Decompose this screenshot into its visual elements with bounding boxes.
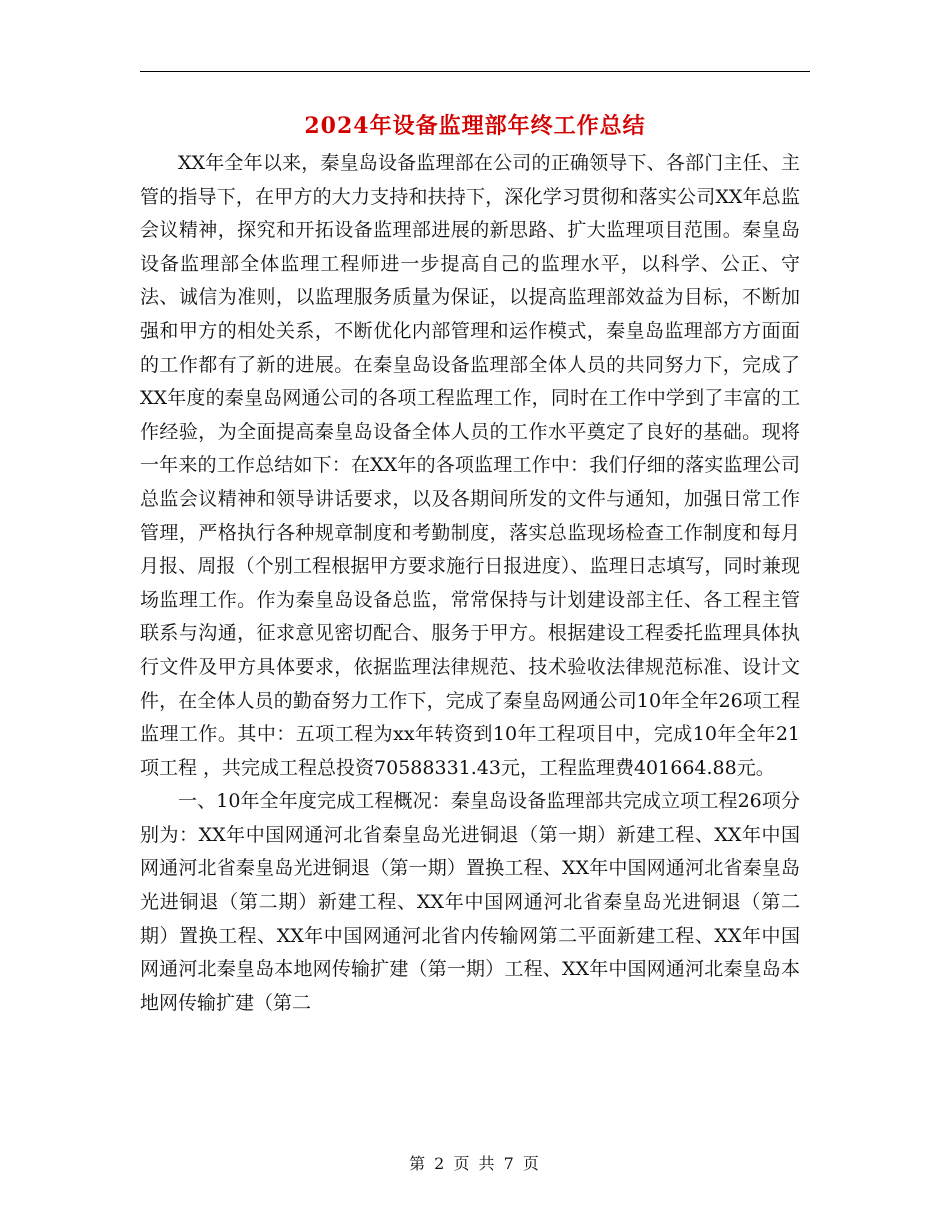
paragraph-section-one: 一、10年全年度完成工程概况：秦皇岛设备监理部共完成立项工程26项分别为：XX年中国网通河北省秦皇岛光进铜退（第一期）新建工程、XX年中国网通河北省秦皇岛光进铜退（第一期）置换工程、XX年中国网通河北省秦皇岛光进铜退（第二期）新建工程、XX年中国网通河北省秦皇岛光进铜退（第二期）置换工程、XX年中国网通河北省内传输网第二平面新建工程、XX年中国网通河北秦皇岛本地网传输扩建（第一期）工程、XX年中国网通河北秦皇岛本地网传输扩建（第二 [140, 790, 800, 1014]
header-rule [140, 71, 810, 72]
paragraph-intro: XX年全年以来，秦皇岛设备监理部在公司的正确领导下、各部门主任、主管的指导下，在甲方的大力支持和扶持下，深化学习贯彻和落实公司XX年总监会议精神，探究和开拓设备监理部进展的新思路、扩大监理项目范围。秦皇岛设备监理部全体监理工程师进一步提高自己的监理水平，以科学、公正、守法、诚信为准则，以监理服务质量为保证，以提高监理部效益为目标，不断加强和甲方的相处关系，不断优化内部管理和运作模式，秦皇岛监理部方方面面的工作都有了新的进展。在秦皇岛设备监理部全体人员的共同努力下，完成了XX年度的秦皇岛网通公司的各项工程监理工作，同时在工作中学到了丰富的工作经验，为全面提高秦皇岛设备全体人员的工作水平奠定了良好的基础。现将一年来的工作总结如下：在XX年的各项监理工作中：我们仔细的落实监理公司总监会议精神和领导讲话要求，以及各期间所发的文件与通知，加强日常工作管理，严格执行各种规章制度和考勤制度，落实总监现场检查工作制度和每月月报、周报（个别工程根据甲方要求施行日报进度）、监理日志填写，同时兼现场监理工作。作为秦皇岛设备总监，常常保持与计划建设部主任、各工程主管联系与沟通，征求意见密切配合、服务于甲方。根据建设工程委托监理具体执行文件及甲方具体要求，依据监理法律规范、技术验收法律规范标准、设计文件，在全体人员的勤奋努力工作下，完成了秦皇岛网通公司10年全年26项工程监理工作。其中：五项工程为xx年转资到10年工程项目中，完成10年全年21项工程 ，共完成工程总投资70588331.43元，工程监理费401664.88元。 [140, 152, 800, 779]
document-body [140, 147, 800, 1020]
page-number: 第 2 页 共 7 页 [409, 1154, 541, 1173]
document-title: 2024年设备监理部年终工作总结 [304, 113, 646, 139]
